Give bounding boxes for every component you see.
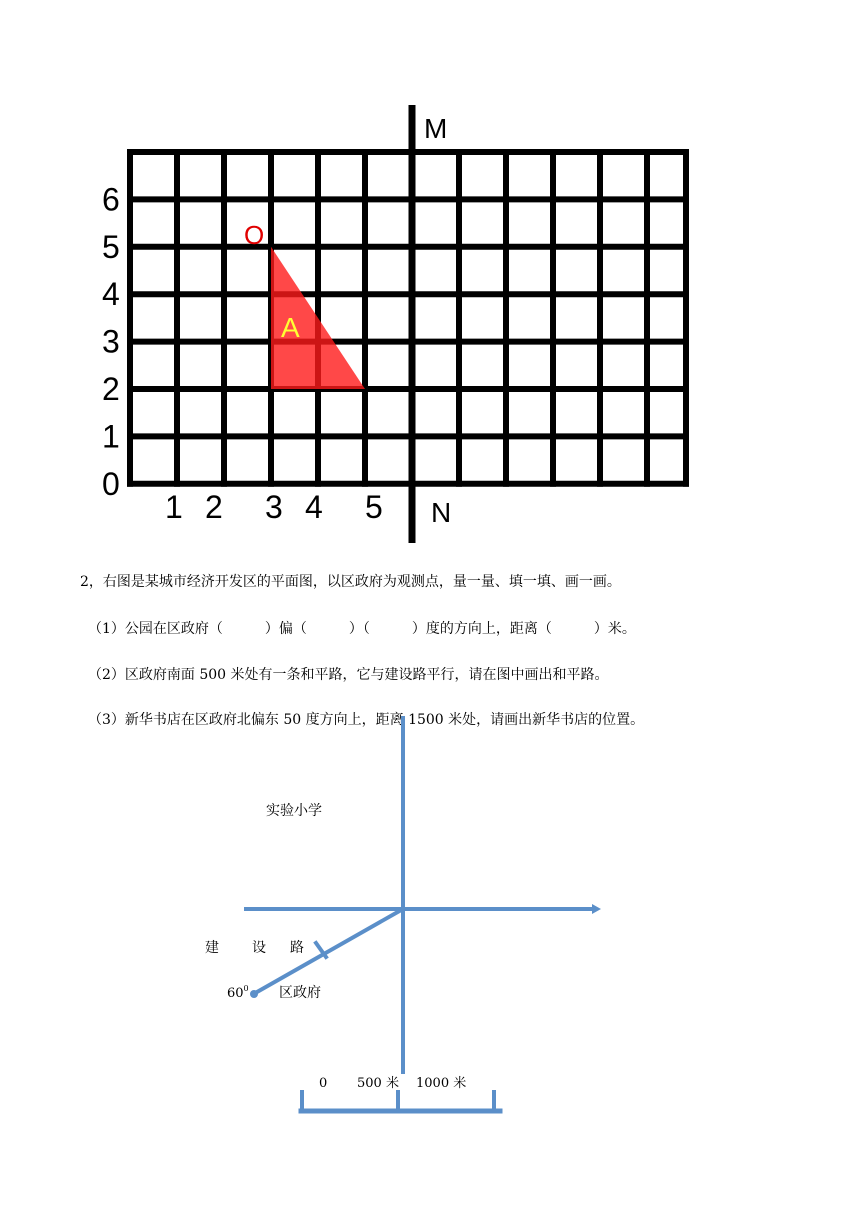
government-label: 区政府 [279,985,321,1001]
question-1: （1）公园在区政府（ ）偏（ ）（ ）度的方向上，距离（ ）米。 [88,621,636,637]
degree-mark: 0 [243,984,249,993]
question-3: （3）新华书店在区政府北偏东 50 度方向上，距离 1500 米处，请画出新华书店的位置。 [88,712,645,728]
shape-label-a: A [281,312,300,343]
government-point [250,990,258,998]
map-figure [0,700,865,1140]
question-2: （2）区政府南面 500 米处有一条和平路，它与建设路平行，请在图中画出和平路。 [88,667,609,683]
scale-label-1000: 1000 米 [416,1076,467,1091]
y-axis-label: 6 [102,181,120,218]
x-axis-label: 1 [165,489,183,525]
scale-label-0: 0 [319,1076,328,1091]
x-axis-label: 3 [265,489,283,525]
y-axis-label: 2 [102,371,120,407]
y-axis-label: 4 [102,276,120,313]
y-axis-label: 5 [102,228,120,265]
x-axis-label: 5 [365,489,383,525]
angle-label: $60^0$ [227,984,249,1001]
point-label-o: O [244,220,265,250]
x-axis-label: 4 [305,489,323,525]
road-label-2: 设 [252,940,266,956]
road-label-3: 路 [290,940,304,956]
axis-label-n: N [431,497,452,528]
grid-figure [0,0,865,560]
x-axis-label: 2 [205,489,223,525]
x-axis-labels [165,489,383,525]
y-axis-labels [102,181,120,501]
jianshe-road [257,909,403,992]
grid-lines [127,149,689,487]
scale-label-500: 500 米 [357,1076,399,1091]
problem-intro: 2，右图是某城市经济开发区的平面图，以区政府为观测点，量一量、填一填、画一画。 [80,574,621,590]
road-label-1: 建 [205,940,219,956]
school-label: 实验小学 [266,803,322,819]
arrow-east-icon [592,904,601,914]
y-axis-label: 0 [102,465,120,502]
y-axis-label: 1 [102,418,120,455]
axis-label-m: M [424,113,448,144]
y-axis-label: 3 [102,323,120,360]
